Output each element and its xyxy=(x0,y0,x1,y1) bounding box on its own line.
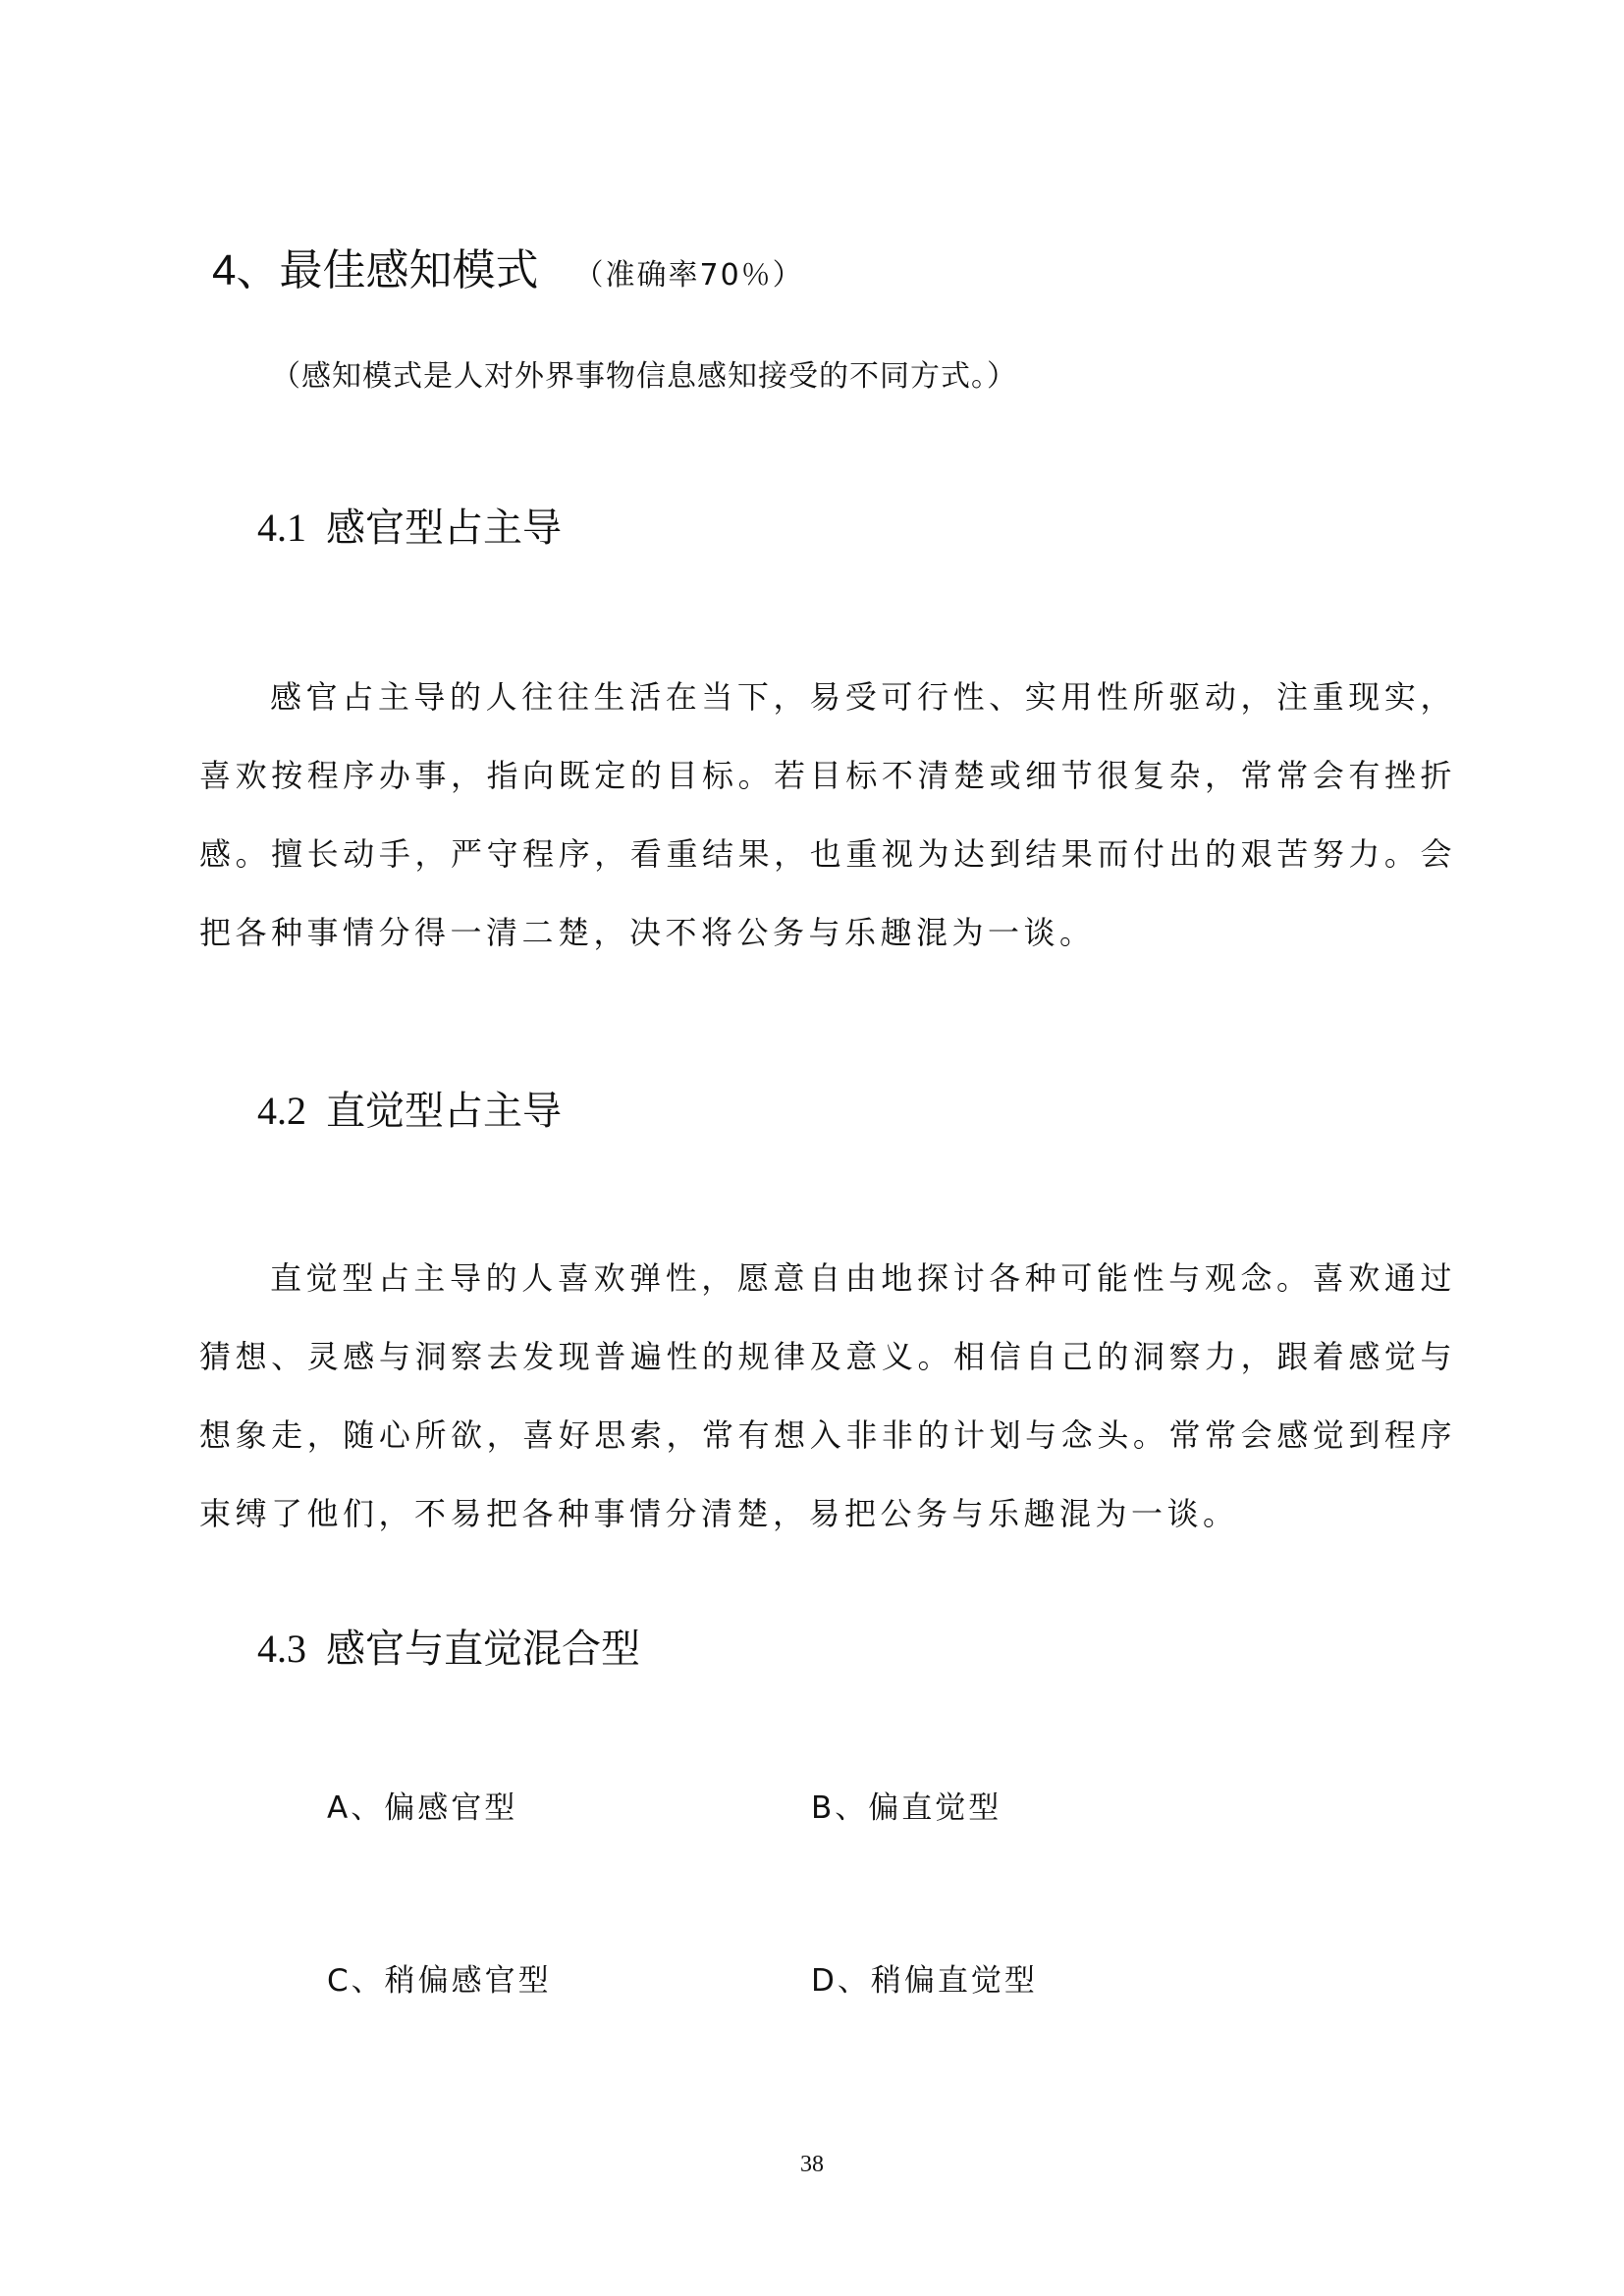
section-number: 4、 xyxy=(212,246,280,294)
subsection-title-text: 直觉型占主导 xyxy=(326,1089,562,1134)
subsection-title-4-3 xyxy=(257,1622,640,1677)
subsection-title-4-2 xyxy=(257,1084,562,1139)
subsection-number: 4.3 xyxy=(257,1627,306,1671)
subsection-title-text: 感官型占主导 xyxy=(326,506,562,551)
option-b: B、偏直觉型 xyxy=(811,1790,1002,1826)
option-c: C、稍偏感官型 xyxy=(327,1963,552,1999)
section-title xyxy=(212,241,804,305)
section-description: （感知模式是人对外界事物信息感知接受的不同方式。） xyxy=(271,359,1017,394)
section-title-text: 最佳感知模式 xyxy=(279,245,539,295)
option-d: D、稍偏直觉型 xyxy=(811,1963,1038,1999)
page-number: 38 xyxy=(800,2152,824,2177)
subsection-title-text: 感官与直觉混合型 xyxy=(326,1627,640,1672)
accuracy-note: （准确率70％） xyxy=(573,258,804,293)
subsection-number: 4.2 xyxy=(257,1089,306,1133)
paragraph-sensing: 感官占主导的人往往生活在当下，易受可行性、实用性所驱动，注重现实，喜欢按程序办事，指向既定的目标。若目标不清楚或细节很复杂，常常会有挫折感。擅长动手，严守程序，看重结果，也重视为达到结果而付出的艰苦努力。会把各种事情分得一清二楚，决不将公务与乐趣混为一谈。 xyxy=(199,678,1456,951)
subsection-title-4-1 xyxy=(257,501,562,556)
subsection-number: 4.1 xyxy=(257,506,306,550)
option-a: A、偏感官型 xyxy=(327,1790,518,1826)
paragraph-intuition: 直觉型占主导的人喜欢弹性，愿意自由地探讨各种可能性与观念。喜欢通过猜想、灵感与洞察去发现普遍性的规律及意义。相信自己的洞察力，跟着感觉与想象走，随心所欲，喜好思索，常有想入非非的计划与念头。常常会感觉到程序束缚了他们，不易把各种事情分清楚，易把公务与乐趣混为一谈。 xyxy=(199,1259,1456,1532)
